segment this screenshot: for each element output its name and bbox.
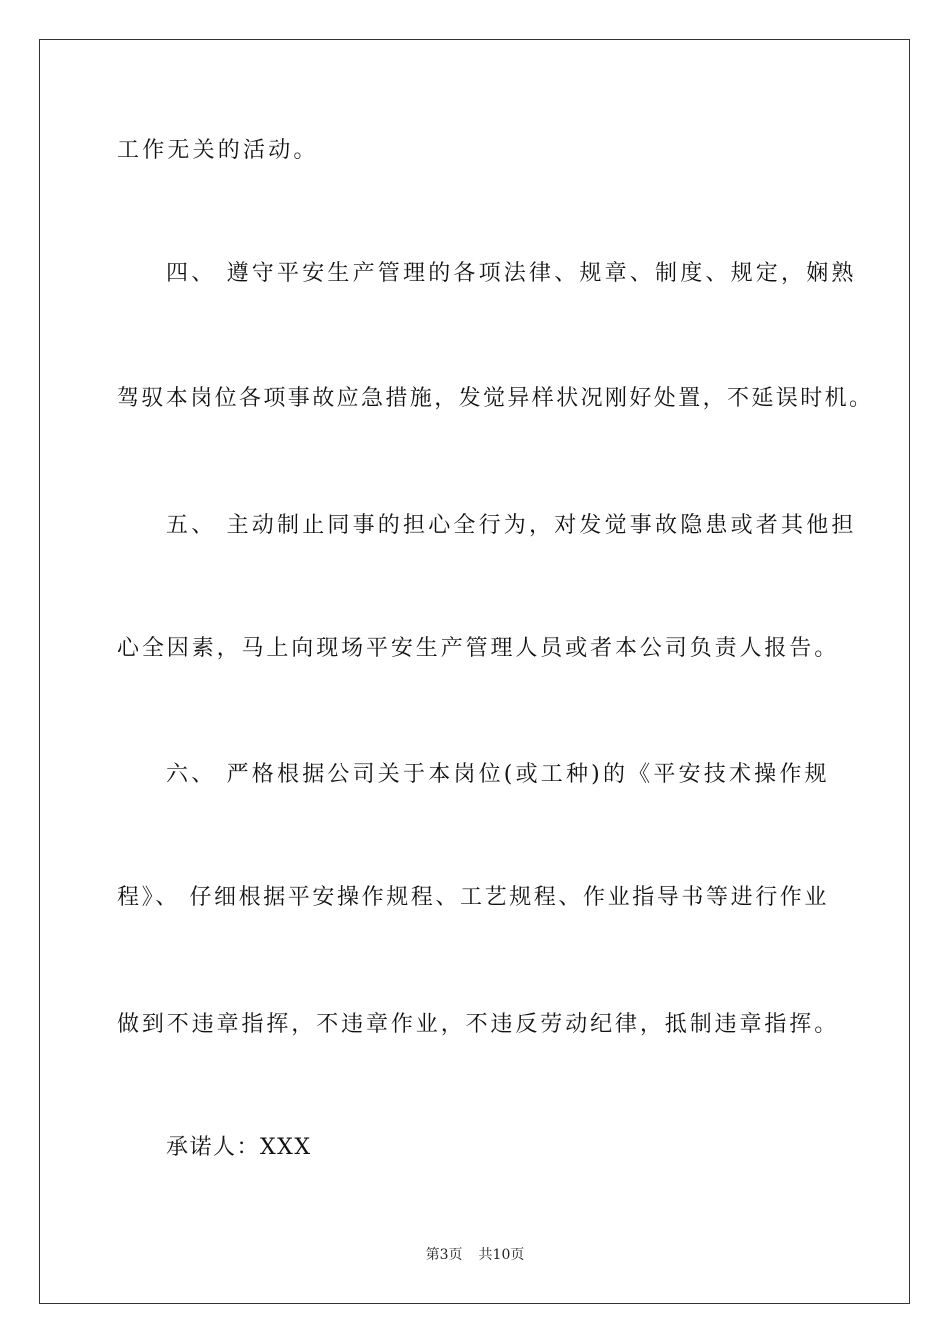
paragraph-line-8: 做到不违章指挥，不违章作业，不违反劳动纪律，抵制违章指挥。 <box>117 1012 840 1037</box>
signatory-line: 承诺人：XXX <box>166 1135 312 1160</box>
paragraph-line-1: 工作无关的活动。 <box>117 138 319 163</box>
page-number: 第3页 <box>425 1247 463 1263</box>
page-total: 共10页 <box>478 1247 525 1263</box>
paragraph-line-7: 程》、 仔细根据平安操作规程、工艺规程、作业指导书等进行作业 <box>117 885 829 910</box>
page-footer <box>0 1245 950 1265</box>
page-border <box>39 39 910 1304</box>
paragraph-line-4: 五、 主动制止同事的担心全行为，对发觉事故隐患或者其他担 <box>166 513 857 538</box>
paragraph-line-2: 四、 遵守平安生产管理的各项法律、规章、制度、规定，娴熟 <box>166 261 857 286</box>
paragraph-line-3: 驾驭本岗位各项事故应急措施，发觉异样状况刚好处置，不延误时机。 <box>117 386 874 411</box>
paragraph-line-6: 六、 严格根据公司关于本岗位(或工种)的《平安技术操作规 <box>166 762 830 787</box>
paragraph-line-5: 心全因素，马上向现场平安生产管理人员或者本公司负责人报告。 <box>117 636 840 661</box>
